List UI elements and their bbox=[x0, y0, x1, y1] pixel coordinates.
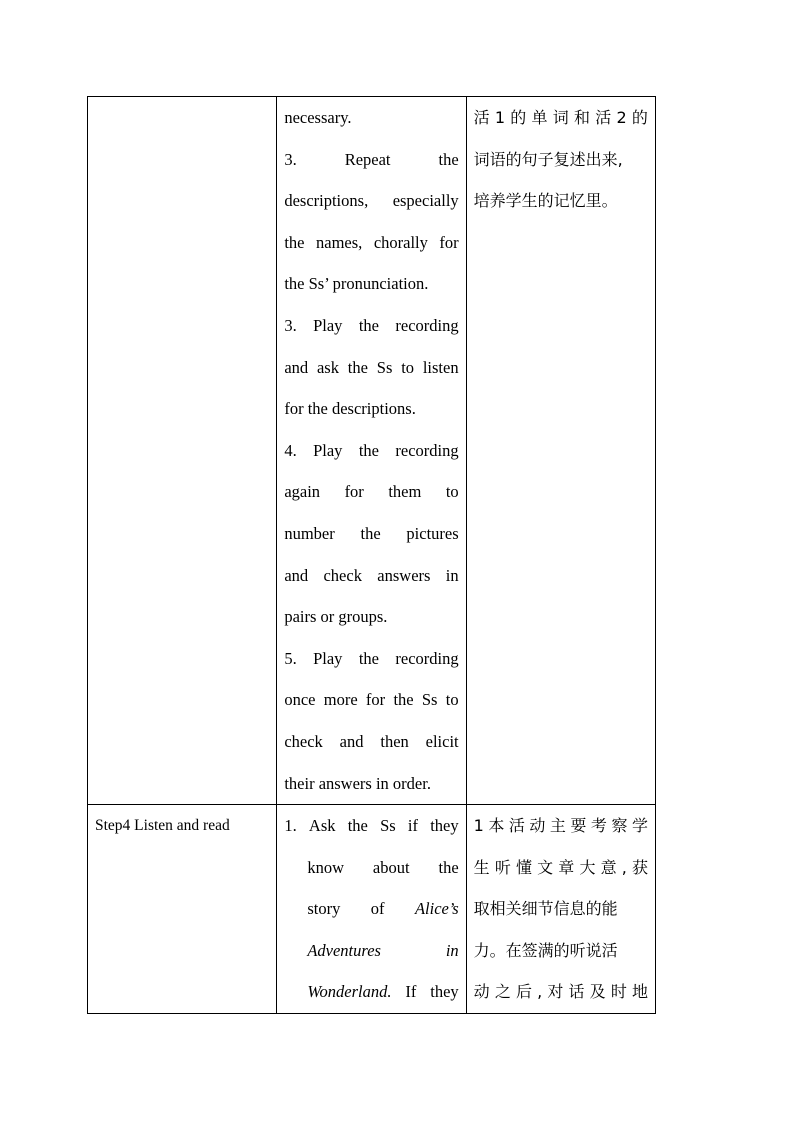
word: they bbox=[430, 816, 459, 836]
word: story bbox=[307, 899, 341, 919]
word: 词 bbox=[552, 108, 569, 127]
word: especially bbox=[392, 191, 459, 211]
word: 1. bbox=[284, 816, 297, 836]
text-line: the Ss’ pronunciation. bbox=[284, 274, 429, 294]
word: once bbox=[284, 690, 316, 710]
word: to bbox=[401, 357, 415, 377]
word: in bbox=[445, 565, 459, 585]
word: the bbox=[360, 523, 381, 543]
text-line bbox=[474, 97, 648, 139]
text-line bbox=[284, 847, 458, 889]
word: Play bbox=[313, 648, 343, 668]
word: for bbox=[344, 482, 364, 502]
word: pictures bbox=[406, 523, 459, 543]
text-line bbox=[284, 139, 458, 181]
text-line bbox=[284, 721, 458, 763]
text-line bbox=[284, 347, 458, 389]
word: 后 bbox=[515, 982, 532, 1002]
text-line bbox=[284, 513, 458, 555]
word: Ss bbox=[421, 690, 438, 710]
word: , bbox=[621, 857, 627, 877]
word: the bbox=[438, 857, 459, 877]
word: then bbox=[380, 731, 409, 751]
word: 动 bbox=[473, 982, 490, 1002]
text-line: 培养学生的记忆里。 bbox=[473, 191, 618, 211]
text-line bbox=[284, 679, 458, 721]
word: elicit bbox=[425, 731, 459, 751]
text-line: pairs or groups. bbox=[284, 607, 388, 627]
text-line bbox=[474, 805, 648, 847]
word: 章 bbox=[558, 857, 575, 877]
text-line bbox=[284, 555, 458, 597]
word: 2 bbox=[616, 108, 627, 127]
word: 的 bbox=[631, 108, 648, 127]
text-line bbox=[284, 180, 458, 222]
word: 获 bbox=[631, 857, 648, 877]
word: check bbox=[284, 731, 323, 751]
text-line: necessary. bbox=[284, 108, 352, 127]
text-line: 取相关细节信息的能 bbox=[473, 899, 618, 919]
text-line bbox=[474, 971, 648, 1013]
text-line bbox=[284, 805, 458, 847]
word: recording bbox=[395, 315, 459, 335]
word: 活 bbox=[473, 108, 490, 127]
word: 4. bbox=[284, 440, 297, 460]
word: 时 bbox=[610, 982, 627, 1002]
word: 动 bbox=[529, 816, 546, 836]
word: Ss bbox=[380, 816, 396, 836]
word: Alice’s bbox=[414, 899, 459, 919]
word: them bbox=[388, 482, 422, 502]
word: 地 bbox=[631, 982, 648, 1002]
word: listen bbox=[422, 357, 459, 377]
word: 3. bbox=[284, 149, 297, 169]
step-label: Step4 Listen and read bbox=[95, 817, 230, 835]
word: 察 bbox=[611, 816, 628, 836]
word: 生 bbox=[473, 857, 490, 877]
text-line bbox=[284, 930, 458, 972]
word: Ss bbox=[376, 357, 393, 377]
word: 意 bbox=[600, 857, 617, 877]
word: , bbox=[537, 982, 543, 1002]
text-line bbox=[284, 305, 458, 347]
word: 学 bbox=[631, 816, 648, 836]
step-cell bbox=[88, 805, 277, 1014]
text-line bbox=[284, 971, 458, 1013]
word: descriptions, bbox=[284, 191, 369, 211]
word: 文 bbox=[537, 857, 554, 877]
word: If bbox=[405, 982, 417, 1002]
word: if bbox=[407, 816, 418, 836]
word: 之 bbox=[494, 982, 511, 1002]
word: the bbox=[347, 357, 368, 377]
purpose-cell bbox=[466, 97, 655, 805]
word: ask bbox=[316, 357, 339, 377]
word: more bbox=[323, 690, 358, 710]
word: and bbox=[339, 731, 364, 751]
word: number bbox=[284, 523, 335, 543]
word: the bbox=[393, 690, 414, 710]
word: 话 bbox=[568, 982, 585, 1002]
word: 活 bbox=[595, 108, 612, 127]
word: 听 bbox=[494, 857, 511, 877]
word: they bbox=[430, 982, 459, 1002]
purpose-cell bbox=[466, 805, 655, 1014]
word: to bbox=[445, 690, 459, 710]
word: the bbox=[358, 648, 379, 668]
word: again bbox=[284, 482, 321, 502]
word: 懂 bbox=[515, 857, 532, 877]
word: 5. bbox=[284, 648, 297, 668]
word: 活 bbox=[508, 816, 525, 836]
text-line: for the descriptions. bbox=[284, 399, 416, 419]
word: to bbox=[445, 482, 459, 502]
text-line: 词语的句子复述出来, bbox=[473, 149, 623, 169]
word: the bbox=[284, 232, 305, 252]
word: 的 bbox=[510, 108, 527, 127]
table-row bbox=[88, 805, 656, 1014]
word: of bbox=[370, 899, 385, 919]
word: 大 bbox=[579, 857, 596, 877]
word: Adventures bbox=[307, 940, 381, 960]
word: Play bbox=[313, 440, 343, 460]
word: 对 bbox=[547, 982, 564, 1002]
word: the bbox=[347, 816, 368, 836]
word: 1 bbox=[473, 816, 484, 836]
word: and bbox=[284, 357, 309, 377]
word: 单 bbox=[531, 108, 548, 127]
word: 要 bbox=[570, 816, 587, 836]
word: 考 bbox=[590, 816, 607, 836]
word: 主 bbox=[549, 816, 566, 836]
text-line bbox=[284, 638, 458, 680]
word: recording bbox=[395, 648, 459, 668]
word: the bbox=[358, 440, 379, 460]
text-line bbox=[284, 430, 458, 472]
word: about bbox=[372, 857, 410, 877]
lesson-plan-table bbox=[87, 96, 656, 1014]
word: know bbox=[307, 857, 344, 877]
word: in bbox=[445, 940, 459, 960]
word: Repeat bbox=[344, 149, 391, 169]
word: 和 bbox=[574, 108, 591, 127]
word: 3. bbox=[284, 315, 297, 335]
word: 本 bbox=[488, 816, 505, 836]
text-line bbox=[284, 888, 458, 930]
word: the bbox=[358, 315, 379, 335]
word: for bbox=[365, 690, 386, 710]
step-cell bbox=[88, 97, 277, 805]
procedure-cell bbox=[277, 805, 466, 1014]
word: check bbox=[323, 565, 362, 585]
word: chorally bbox=[373, 232, 428, 252]
word: Play bbox=[313, 315, 343, 335]
word: names, bbox=[316, 232, 363, 252]
word: 1 bbox=[494, 108, 506, 127]
word: for bbox=[439, 232, 459, 252]
table-row bbox=[88, 97, 656, 805]
text-line bbox=[284, 471, 458, 513]
word: 及 bbox=[589, 982, 606, 1002]
procedure-cell bbox=[277, 97, 466, 805]
word: answers bbox=[377, 565, 431, 585]
text-line bbox=[284, 222, 458, 264]
word: Ask bbox=[308, 816, 336, 836]
word: and bbox=[284, 565, 309, 585]
text-line bbox=[474, 847, 648, 889]
word: the bbox=[438, 149, 459, 169]
text-line: 力。在签满的听说活 bbox=[473, 940, 618, 960]
word: Wonderland. bbox=[307, 982, 392, 1002]
text-line: their answers in order. bbox=[284, 773, 431, 793]
word: recording bbox=[395, 440, 459, 460]
